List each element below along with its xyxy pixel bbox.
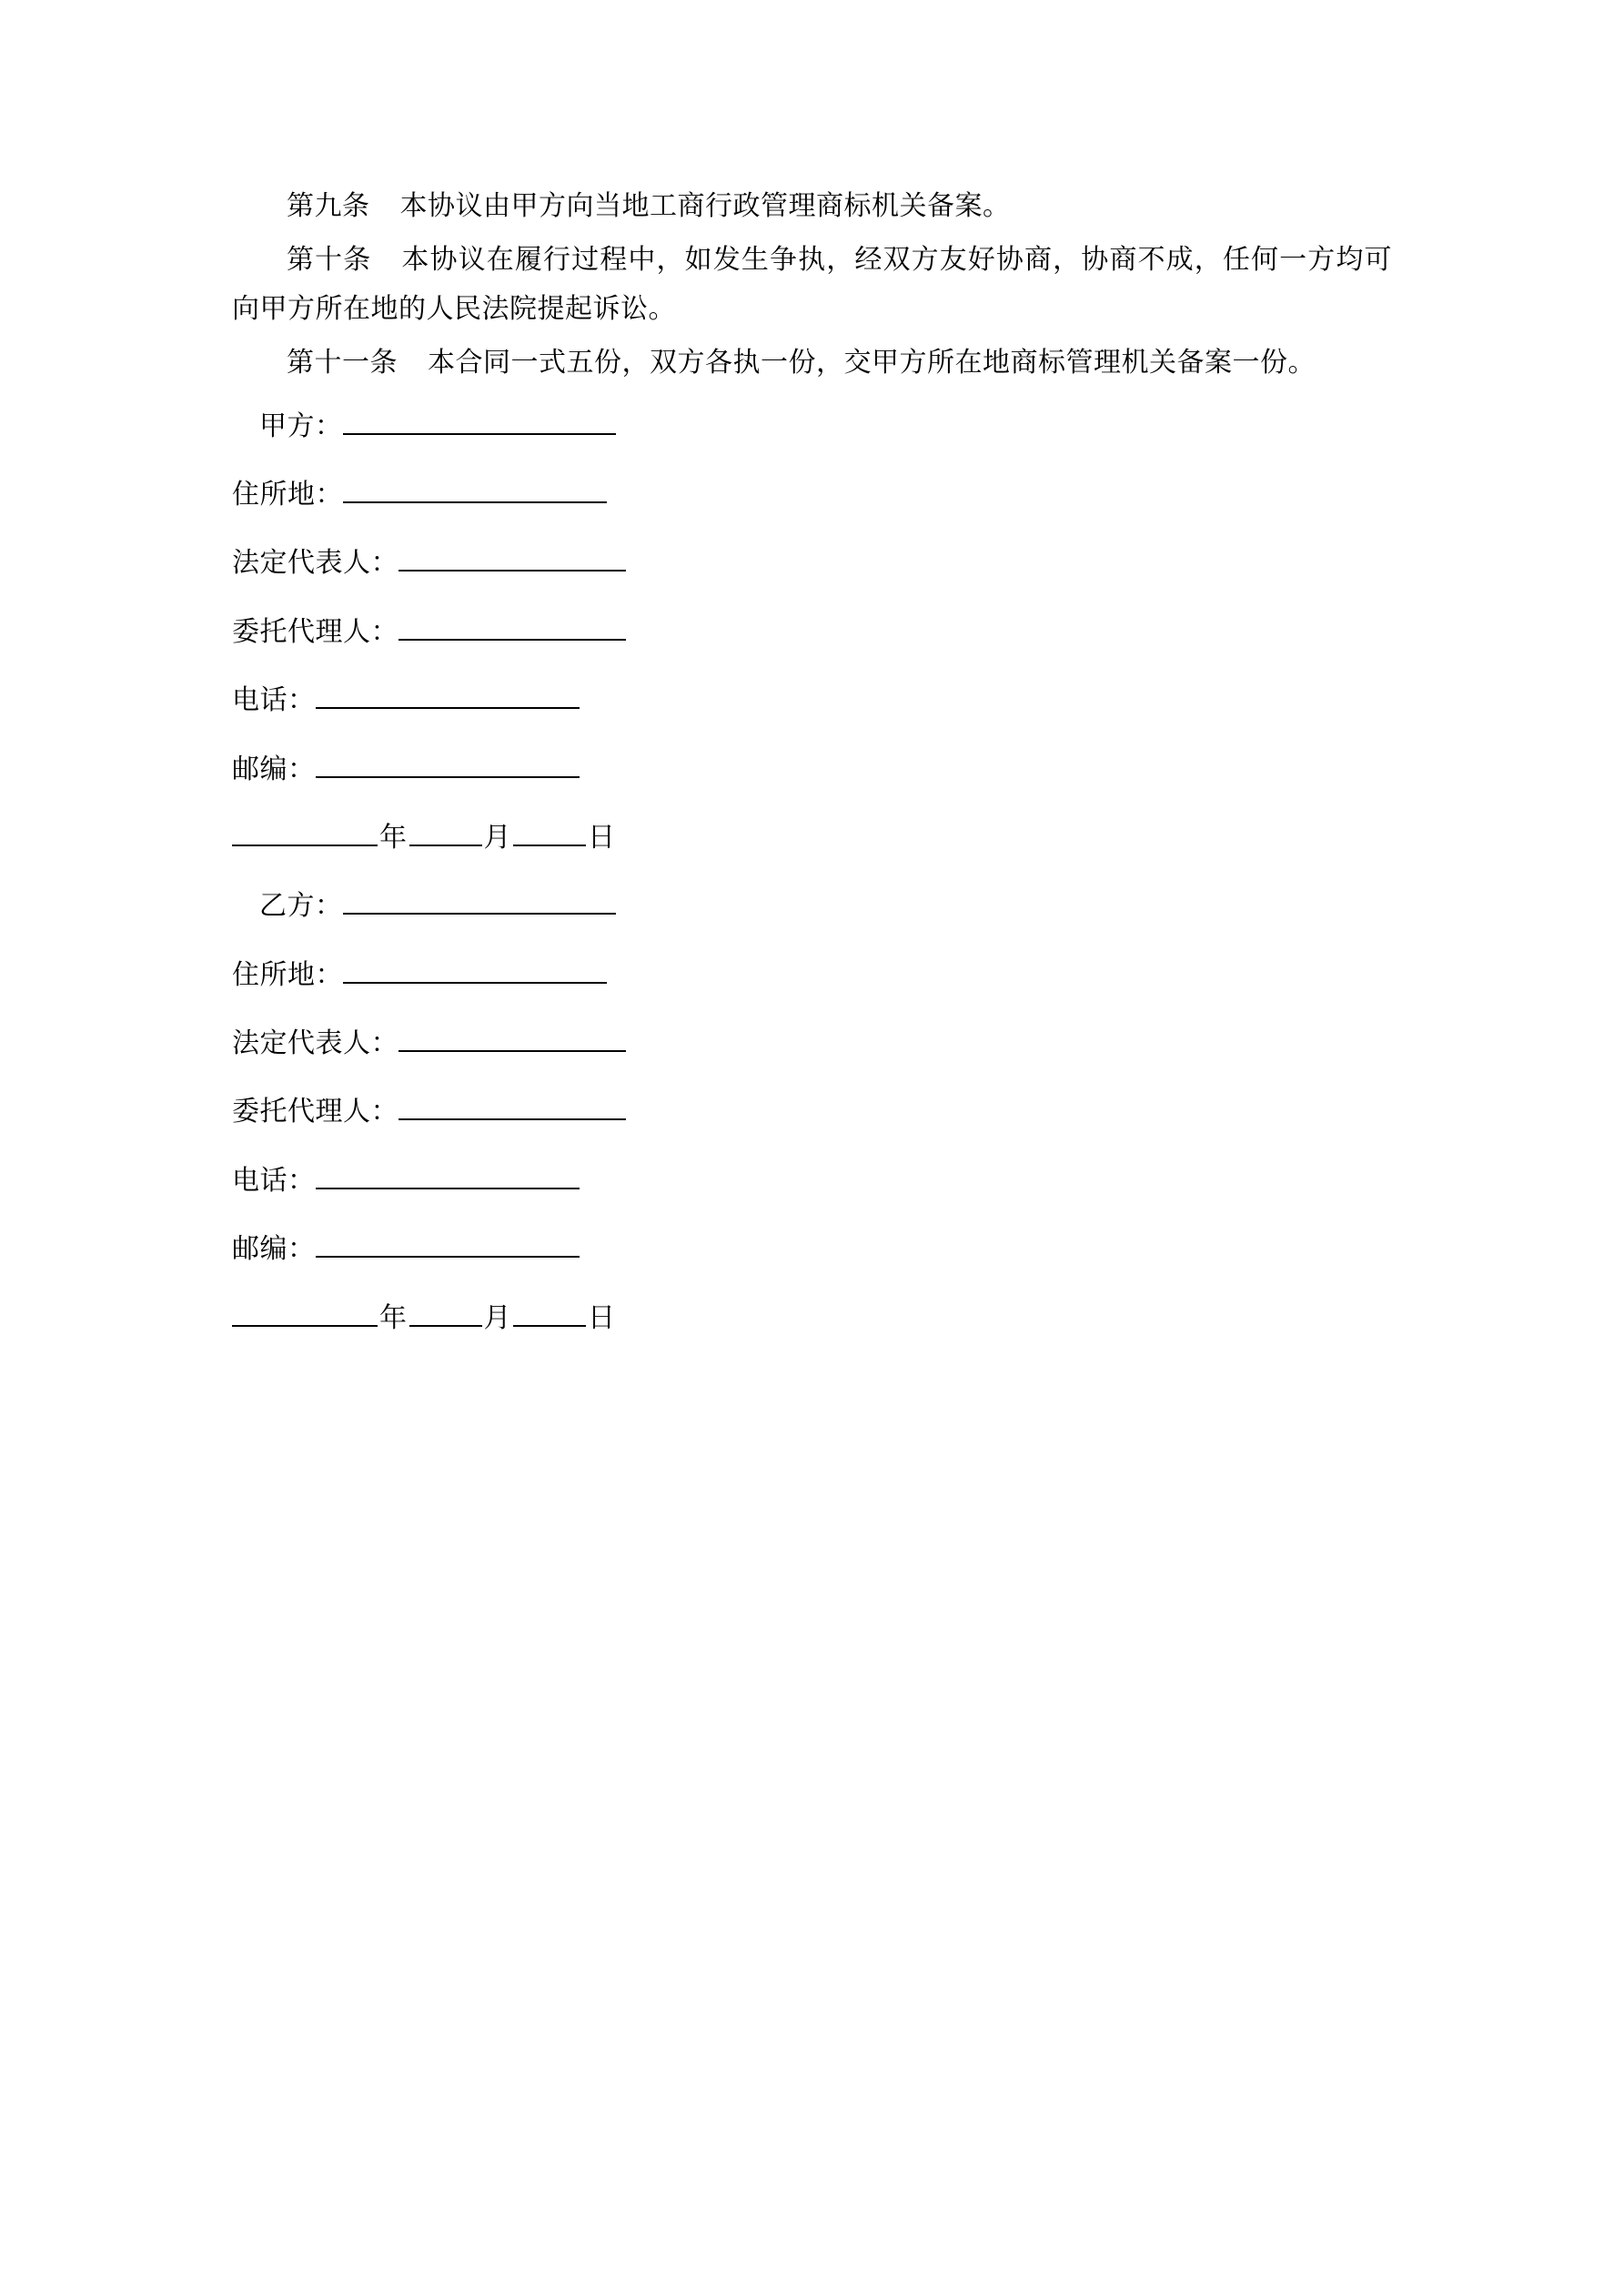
- party-b-agent-field[interactable]: [398, 1090, 626, 1121]
- party-a-agent-field[interactable]: [398, 610, 626, 641]
- party-a-address-field[interactable]: [343, 472, 607, 503]
- clause-10-title: 第十条: [287, 245, 372, 276]
- party-a-date-month-label: 月: [483, 822, 511, 853]
- party-b-date-year-field[interactable]: [232, 1296, 378, 1327]
- party-a-phone-line: [232, 676, 1392, 724]
- party-b-address-label: 住所地：: [232, 959, 343, 990]
- party-a-date-day-label: 日: [588, 822, 616, 853]
- party-a-postcode-line: [232, 745, 1392, 794]
- clause-11-text: 本合同一式五份，双方各执一份，交甲方所在地商标管理机关备案一份。: [428, 348, 1316, 379]
- party-a-postcode-field[interactable]: [316, 747, 580, 778]
- party-a-name-line: [232, 402, 1392, 450]
- party-b-postcode-label: 邮编：: [232, 1234, 316, 1265]
- party-a-date-line: [232, 814, 1392, 862]
- party-b-legal-rep-label: 法定代表人：: [232, 1028, 398, 1059]
- party-a-legal-rep-line: [232, 539, 1392, 587]
- party-a-address-line: [232, 470, 1392, 519]
- party-b-address-field[interactable]: [343, 953, 607, 984]
- party-a-name-label: 甲方：: [259, 410, 343, 441]
- party-a-name-field[interactable]: [343, 404, 616, 435]
- clause-9-title: 第九条: [287, 191, 370, 221]
- party-b-phone-field[interactable]: [316, 1158, 580, 1189]
- party-b-legal-rep-line: [232, 1019, 1392, 1067]
- party-b-address-line: [232, 951, 1392, 999]
- party-b-agent-label: 委托代理人：: [232, 1097, 398, 1128]
- party-b-name-field[interactable]: [343, 885, 616, 915]
- party-b-name-label: 乙方：: [259, 891, 343, 922]
- party-a-date-month-field[interactable]: [409, 815, 482, 846]
- party-b-signature-block: [232, 882, 1392, 1342]
- party-b-name-line: [232, 882, 1392, 930]
- party-a-phone-label: 电话：: [232, 685, 316, 716]
- clause-11-title: 第十一条: [287, 348, 398, 379]
- party-a-date-day-field[interactable]: [513, 815, 586, 846]
- party-b-postcode-field[interactable]: [316, 1228, 580, 1259]
- party-a-agent-line: [232, 608, 1392, 656]
- party-b-date-year-label: 年: [379, 1302, 408, 1333]
- party-a-address-label: 住所地：: [232, 479, 343, 510]
- clause-10-text: 本协议在履行过程中，如发生争执，经双方友好协商，协商不成，任何一方均可向甲方所在地的人民法院提起诉讼。: [232, 245, 1393, 324]
- document-body: [232, 182, 1392, 1342]
- clause-11: [232, 339, 1392, 387]
- party-b-phone-line: [232, 1157, 1392, 1205]
- party-b-date-month-field[interactable]: [409, 1296, 482, 1327]
- party-a-phone-field[interactable]: [316, 679, 580, 710]
- party-b-date-day-label: 日: [588, 1302, 616, 1333]
- clause-9-text: 本协议由甲方向当地工商行政管理商标机关备案。: [399, 191, 1011, 221]
- party-a-legal-rep-field[interactable]: [398, 541, 626, 572]
- party-a-signature-block: [232, 402, 1392, 863]
- party-a-postcode-label: 邮编：: [232, 754, 316, 784]
- party-a-agent-label: 委托代理人：: [232, 616, 398, 647]
- party-b-date-month-label: 月: [483, 1302, 511, 1333]
- party-a-date-year-field[interactable]: [232, 815, 378, 846]
- party-b-agent-line: [232, 1087, 1392, 1136]
- clause-10: [232, 236, 1392, 333]
- party-b-date-line: [232, 1294, 1392, 1342]
- party-b-legal-rep-field[interactable]: [398, 1022, 626, 1053]
- clause-9: [232, 182, 1392, 230]
- party-b-postcode-line: [232, 1225, 1392, 1273]
- party-a-date-year-label: 年: [379, 822, 408, 853]
- party-b-date-day-field[interactable]: [513, 1296, 586, 1327]
- party-b-phone-label: 电话：: [232, 1165, 316, 1196]
- party-a-legal-rep-label: 法定代表人：: [232, 548, 398, 579]
